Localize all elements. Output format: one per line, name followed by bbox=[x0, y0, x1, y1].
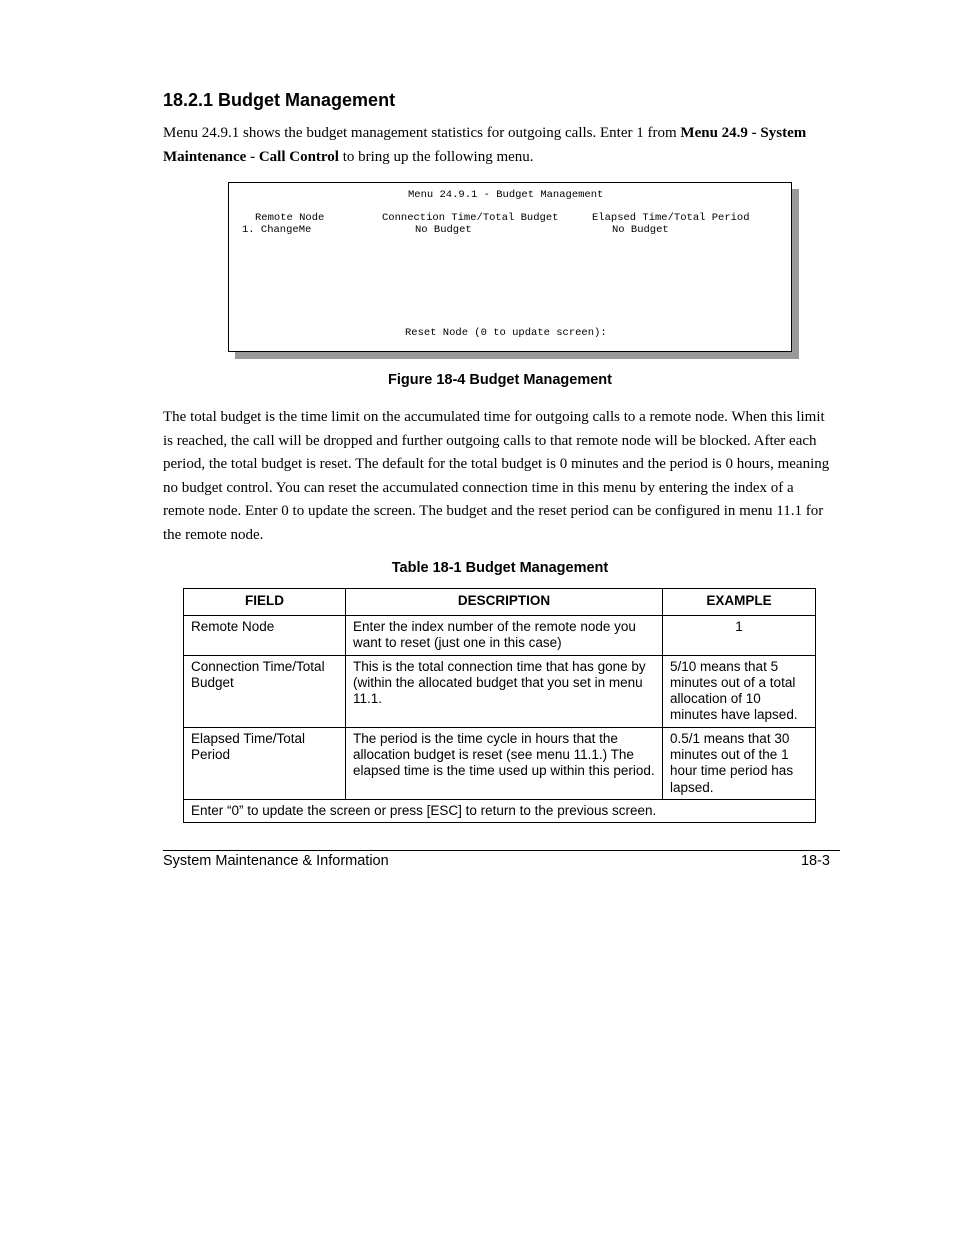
table-cell-description: This is the total connection time that has gone by (within the allocated budget that you set in menu 11.1. bbox=[346, 655, 663, 727]
terminal-header-connection-budget: Connection Time/Total Budget bbox=[382, 212, 559, 224]
figure-caption: Figure 18-4 Budget Management bbox=[388, 372, 612, 388]
terminal-header-remote-node: Remote Node bbox=[255, 212, 325, 224]
table-cell-field: Elapsed Time/Total Period bbox=[184, 727, 346, 799]
terminal-header-elapsed-period: Elapsed Time/Total Period bbox=[592, 212, 750, 224]
footer-page-number: 18-3 bbox=[800, 853, 830, 869]
table-cell-field: Remote Node bbox=[184, 616, 346, 656]
intro-text-1: Menu 24.9.1 shows the budget management statistics for outgoing calls. Enter 1 from bbox=[163, 125, 681, 141]
table-header-row bbox=[184, 589, 816, 616]
table-cell-example: 0.5/1 means that 30 minutes out of the 1 hour time period has lapsed. bbox=[663, 727, 816, 799]
table-row bbox=[184, 655, 816, 727]
terminal-prompt: Reset Node (0 to update screen): bbox=[405, 327, 607, 339]
table-row bbox=[184, 727, 816, 799]
footer-chapter-title: System Maintenance & Information bbox=[163, 853, 389, 869]
table-header-field: FIELD bbox=[184, 589, 346, 616]
table-cell-description: The period is the time cycle in hours that the allocation budget is reset (see menu 11.1.) The elapsed time is the time used up within this period. bbox=[346, 727, 663, 799]
table-footer-note: Enter “0” to update the screen or press [ESC] to return to the previous screen. bbox=[184, 799, 816, 822]
table-row bbox=[184, 616, 816, 656]
table-footer-row bbox=[184, 799, 816, 822]
section-heading: 18.2.1 Budget Management bbox=[163, 90, 396, 110]
terminal-screen bbox=[228, 182, 792, 352]
intro-menu-reference: Menu 24.9 - System Maintenance - Call Control bbox=[163, 125, 807, 165]
table-caption: Table 18-1 Budget Management bbox=[391, 560, 609, 576]
terminal-title: Menu 24.9.1 - Budget Management bbox=[408, 189, 604, 201]
intro-text-2: to bring up the following menu. bbox=[338, 148, 534, 165]
table-header-description: DESCRIPTION bbox=[346, 589, 663, 616]
terminal-row-connection: No Budget bbox=[415, 224, 472, 236]
terminal-row-node: 1. ChangeMe bbox=[242, 224, 312, 236]
table-cell-field: Connection Time/Total Budget bbox=[184, 655, 346, 727]
table-cell-example: 1 bbox=[663, 616, 816, 656]
table-header-example: EXAMPLE bbox=[663, 589, 816, 616]
terminal-row-elapsed: No Budget bbox=[612, 224, 669, 236]
table-cell-example: 5/10 means that 5 minutes out of a total allocation of 10 minutes have lapsed. bbox=[663, 655, 816, 727]
terminal-figure bbox=[228, 182, 792, 352]
table-cell-description: Enter the index number of the remote node you want to reset (just one in this case) bbox=[346, 616, 663, 656]
budget-table bbox=[183, 588, 816, 823]
intro-paragraph bbox=[163, 122, 837, 169]
footer-divider bbox=[163, 850, 840, 851]
body-paragraph: The total budget is the time limit on the accumulated time for outgoing calls to a remote node. When this limit is reached, the call will be dropped and further outgoing calls to that remote node will be blocked. After each period, the total budget is reset. The default for the total budget is 0 minutes and the period is 0 hours, meaning no budget control. You can reset the accumulated connection time in this menu by entering the index of a remote node. Enter 0 to update the screen. The budget and the reset period can be configured in menu 11.1 for the remote node. bbox=[163, 409, 830, 543]
